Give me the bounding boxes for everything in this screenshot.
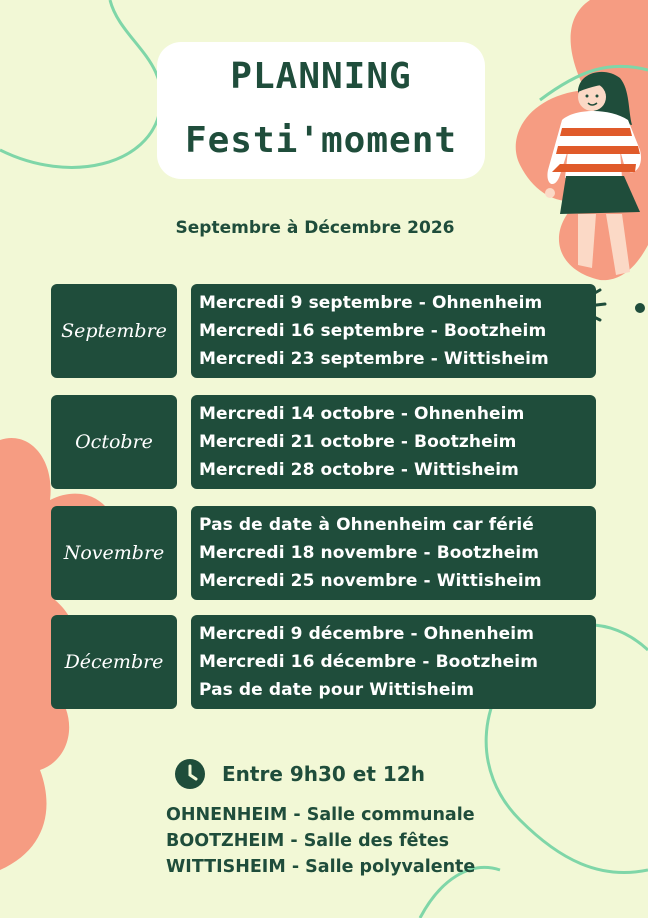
month-label: Décembre	[64, 651, 164, 673]
date-line: Mercredi 16 décembre - Bootzheim	[199, 652, 539, 672]
date-line: Mercredi 16 septembre - Bootzheim	[199, 321, 547, 341]
date-line: Pas de date pour Wittisheim	[199, 680, 475, 700]
dates-box-novembre	[191, 506, 596, 600]
venue-item: WITTISHEIM - Salle polyvalente	[166, 857, 476, 877]
date-line: Mercredi 25 novembre - Wittisheim	[199, 571, 542, 591]
month-box-octobre	[51, 395, 177, 489]
date-line: Mercredi 18 novembre - Bootzheim	[199, 543, 540, 563]
date-line: Mercredi 21 octobre - Bootzheim	[199, 432, 517, 452]
dates-box-septembre	[191, 284, 596, 378]
date-line: Mercredi 28 octobre - Wittisheim	[199, 460, 519, 480]
venue-item: BOOTZHEIM - Salle des fêtes	[166, 831, 450, 851]
title-planning: PLANNING	[230, 56, 412, 97]
dates-box-octobre	[191, 395, 596, 489]
date-line: Pas de date à Ohnenheim car férié	[199, 515, 534, 535]
subtitle-period: Septembre à Décembre 2026	[175, 218, 455, 238]
title-festimoment: Festi'moment	[184, 120, 458, 161]
title-card	[157, 42, 485, 179]
month-box-decembre	[51, 615, 177, 709]
clock-icon	[174, 758, 206, 790]
month-box-septembre	[51, 284, 177, 378]
sparkle-dot	[635, 303, 645, 313]
month-box-novembre	[51, 506, 177, 600]
month-label: Novembre	[63, 542, 165, 564]
dates-box-decembre	[191, 615, 596, 709]
mint-line-top	[0, 0, 161, 167]
date-line: Mercredi 23 septembre - Wittisheim	[199, 349, 549, 369]
date-line: Mercredi 14 octobre - Ohnenheim	[199, 404, 525, 424]
venue-item: OHNENHEIM - Salle communale	[166, 805, 475, 825]
month-label: Octobre	[75, 431, 153, 453]
month-label: Septembre	[61, 320, 167, 342]
date-line: Mercredi 9 décembre - Ohnenheim	[199, 624, 535, 644]
venues-list	[166, 802, 475, 880]
date-line: Mercredi 9 septembre - Ohnenheim	[199, 293, 543, 313]
opening-hours: Entre 9h30 et 12h	[222, 762, 425, 786]
